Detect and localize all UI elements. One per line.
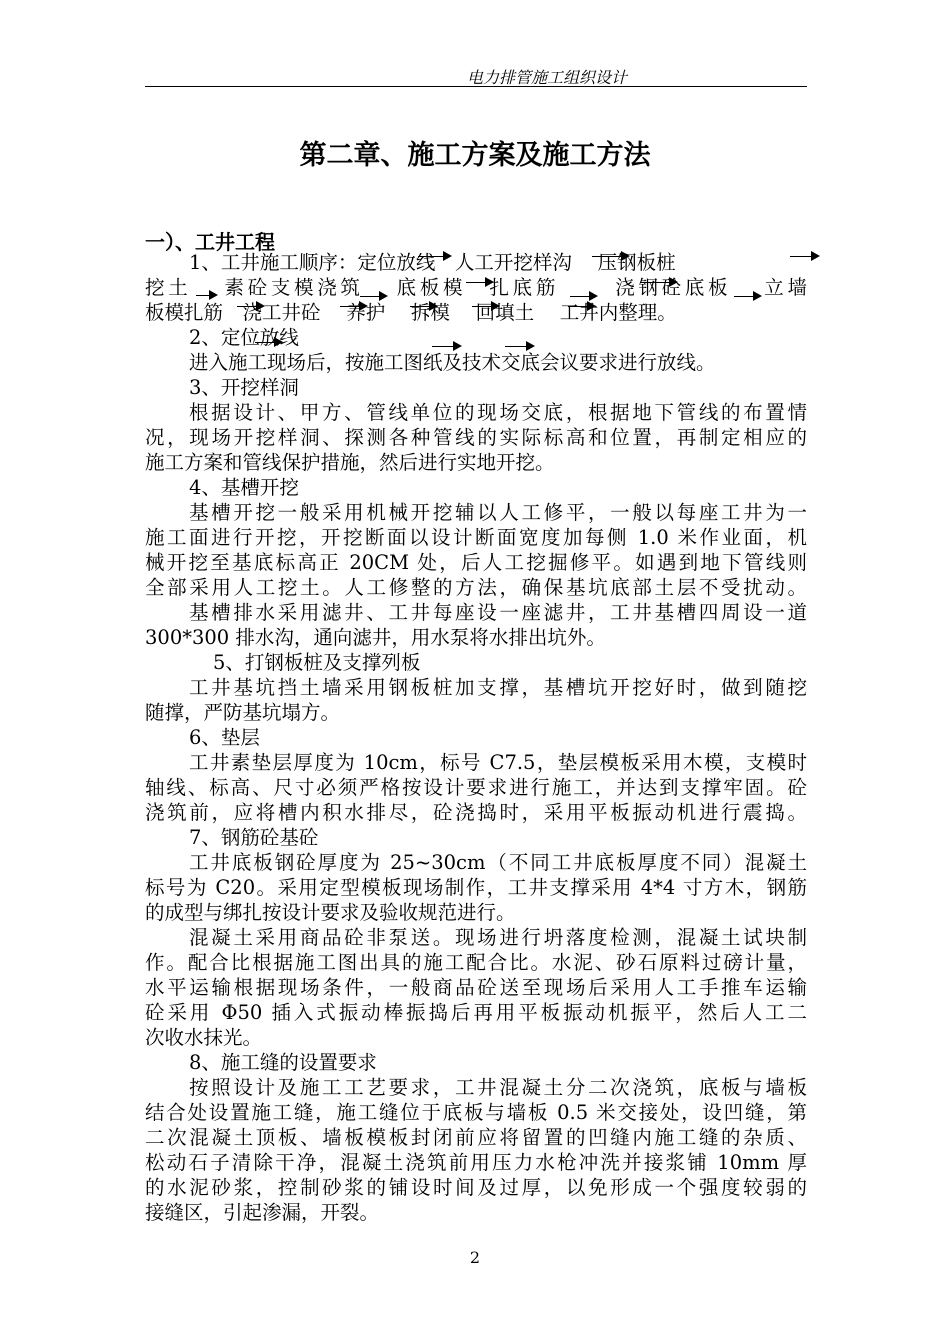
text-line: 工井基坑挡土墙采用钢板桩加支撑，基槽坑开挖好时，做到随挖 (189, 676, 807, 699)
text-line: 次收水抹光。 (145, 1026, 263, 1049)
text-line: 2、定位放线 (189, 326, 299, 349)
text-line: 进入施工现场后，按施工图纸及技术交底会议要求进行放线。 (189, 351, 716, 374)
text-line: 的水泥砂浆，控制砂浆的铺设时间及过厚，以免形成一个强度较弱的 (145, 1176, 807, 1199)
flow-arrow-icon (360, 296, 386, 297)
text-line: 浇筑前，应将槽内积水排尽，砼浇捣时，采用平板振动机进行震捣。 (145, 801, 807, 824)
flow-arrow-icon (255, 342, 281, 343)
flow-arrow-icon (196, 295, 216, 296)
text-line: 4、基槽开挖 (189, 476, 299, 499)
flow-arrow-icon (570, 296, 596, 297)
text-line: 基槽开挖一般采用机械开挖辅以人工修平，一般以每座工井为一 (189, 501, 807, 524)
flow-arrow-icon (472, 306, 498, 307)
flow-arrow-icon (237, 306, 263, 307)
text-line: 轴线、标高、尺寸必须严格按设计要求进行施工，并达到支撑牢固。砼 (145, 776, 807, 799)
text-line: 1、工井施工顺序：定位放线 人工开挖样沟 压钢板桩 (189, 251, 676, 274)
page-header (145, 62, 807, 87)
flow-arrow-icon (790, 256, 818, 257)
text-line: 挖土 素砼支模浇筑 底板模 扎底筋 浇钢砼底板 立墙 (145, 276, 807, 299)
text-line: 砼采用 Φ50 插入式振动棒振捣后再用平板振动机振平，然后人工二 (145, 1001, 807, 1024)
text-line: 3、开挖样洞 (189, 376, 299, 399)
flow-arrow-icon (466, 282, 492, 283)
text-line: 板模扎筋 浇工井砼 养护 拆模 回填土 工井内整理。 (145, 301, 677, 324)
text-line: 的成型与绑扎按设计要求及验收规范进行。 (145, 901, 516, 924)
text-line: 7、钢筋砼基砼 (189, 826, 319, 849)
text-line: 结合处设置施工缝，施工缝位于底板与墙板 0.5 米交接处，设凹缝，第 (145, 1101, 807, 1124)
flow-arrow-icon (505, 346, 533, 347)
flow-arrow-icon (410, 306, 436, 307)
flow-arrow-icon (432, 346, 460, 347)
text-line: 施工方案和管线保护措施，然后进行实地开挖。 (145, 451, 555, 474)
text-line: 基槽排水采用滤井、工井每座设一座滤井，工井基槽四周设一道 (189, 601, 807, 624)
text-line: 根据设计、甲方、管线单位的现场交底，根据地下管线的布置情 (189, 401, 807, 424)
text-line: 水平运输根据现场条件，一般商品砼送至现场后采用人工手推车运输 (145, 976, 807, 999)
page-number: 2 (469, 1248, 481, 1267)
text-line: 300*300 排水沟，通向滤井，用水泵将水排出坑外。 (145, 626, 606, 649)
text-line: 接缝区，引起渗漏，开裂。 (145, 1201, 380, 1224)
text-line: 施工面进行开挖，开挖断面以设计断面宽度加每侧 1.0 米作业面，机 (145, 526, 807, 549)
flow-arrow-icon (592, 256, 628, 257)
text-line: 作。配合比根据施工图出具的施工配合比。水泥、砂石原料过磅计量， (145, 951, 807, 974)
text-line: 械开挖至基底标高正 20CM 处，后人工挖掘修平。如遇到地下管线则 (145, 551, 807, 574)
flow-arrow-icon (418, 256, 450, 257)
section-title: 一）、工井工程 (145, 230, 275, 254)
flow-arrow-icon (568, 306, 594, 307)
flow-arrow-icon (340, 306, 366, 307)
text-line: 松动石子清除干净，混凝土浇筑前用压力水枪冲洗并接浆铺 10mm 厚 (145, 1151, 807, 1174)
text-line: 按照设计及施工工艺要求，工井混凝土分二次浇筑，底板与墙板 (189, 1076, 807, 1099)
header-title: 电力排管施工组织设计 (466, 68, 627, 87)
text-line: 混凝土采用商品砼非泵送。现场进行坍落度检测，混凝土试块制 (189, 926, 807, 949)
text-line: 5、打钢板桩及支撑列板 (213, 651, 421, 674)
flow-arrow-icon (640, 282, 676, 283)
flow-arrow-icon (734, 296, 760, 297)
text-line: 8、施工缝的设置要求 (189, 1051, 377, 1074)
text-line: 6、垫层 (189, 726, 260, 749)
text-line: 二次混凝土顶板、墙板模板封闭前应将留置的凹缝内施工缝的杂质、 (145, 1126, 807, 1149)
chapter-title: 第二章、施工方案及施工方法 (299, 140, 651, 171)
text-line: 况，现场开挖样洞、探测各种管线的实际标高和位置，再制定相应的 (145, 426, 807, 449)
text-line: 随撑，严防基坑塌方。 (145, 701, 341, 724)
text-line: 工井底板钢砼厚度为 25~30cm（不同工井底板厚度不同）混凝土 (189, 851, 807, 874)
text-line: 标号为 C20。采用定型模板现场制作，工井支撑采用 4*4 寸方木，钢筋 (145, 876, 807, 899)
text-line: 全部采用人工挖土。人工修整的方法，确保基坑底部土层不受扰动。 (145, 576, 807, 599)
text-line: 工井素垫层厚度为 10cm，标号 C7.5，垫层模板采用木模，支模时 (189, 751, 807, 774)
